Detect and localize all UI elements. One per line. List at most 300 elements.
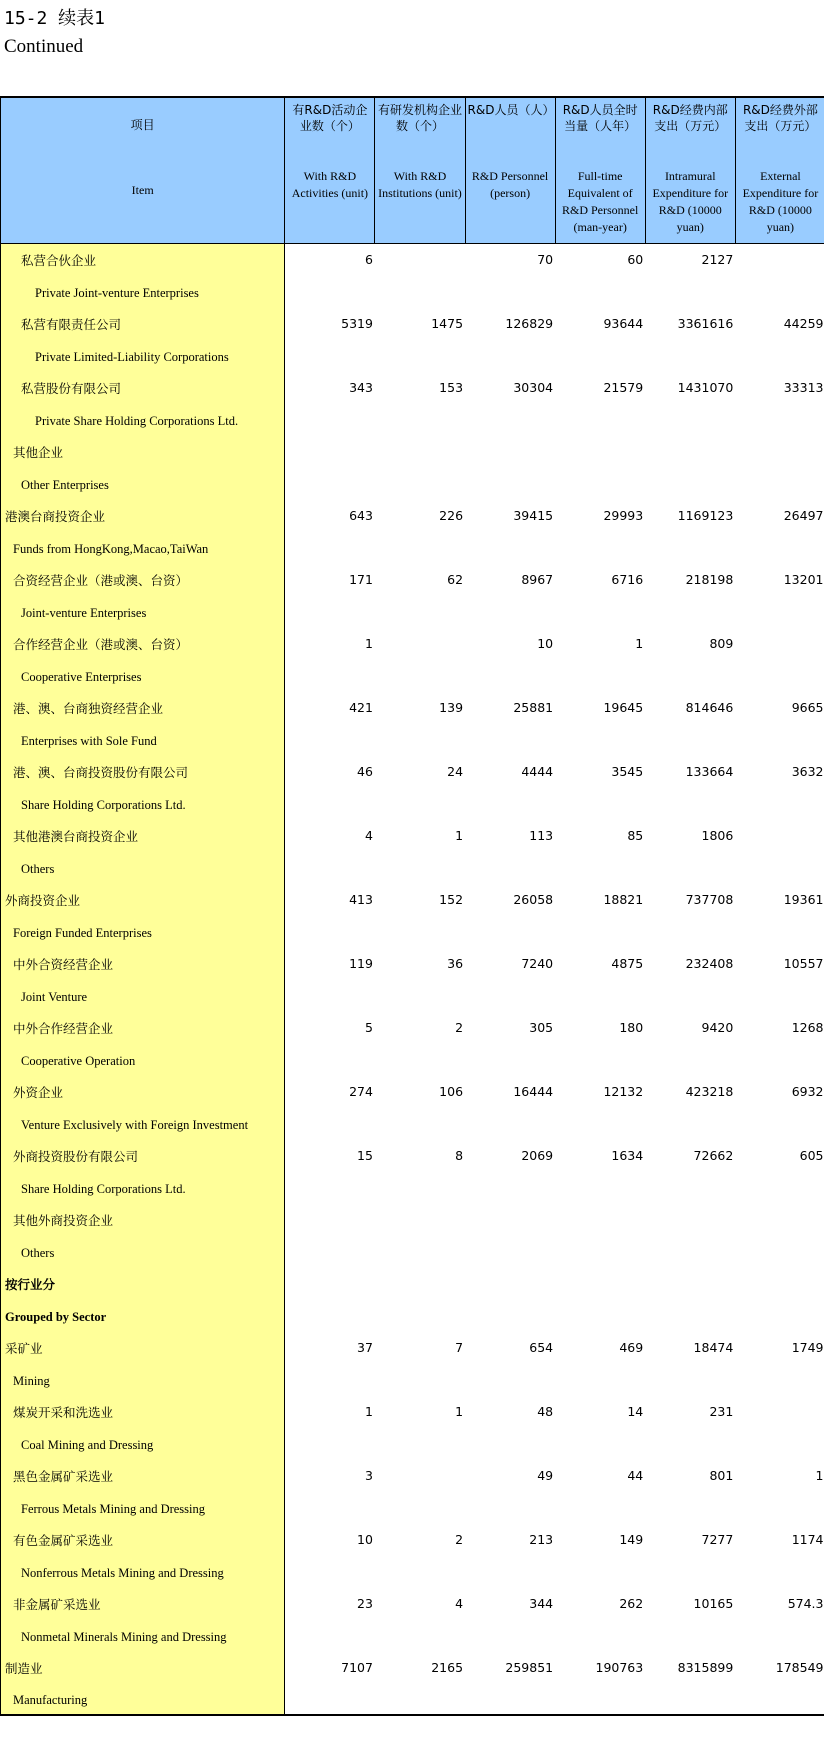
cell-value: 26497 [783, 507, 824, 523]
cell-value [645, 1363, 735, 1395]
cell-value [285, 435, 375, 467]
row-label-text: Cooperative Enterprises [21, 669, 142, 684]
header-col-intramural-expenditure [645, 97, 735, 243]
row-label-text: Private Limited-Liability Corporations [35, 349, 229, 364]
table-row [1, 979, 824, 1011]
row-label [1, 1107, 285, 1139]
cell-value [465, 403, 555, 435]
row-label [1, 371, 285, 403]
cell-value: 44259 [783, 315, 824, 331]
table-subtitle: Continued [4, 36, 84, 57]
cell-value [465, 1235, 555, 1267]
cell-value: 5 [364, 1019, 373, 1035]
cell-value [465, 435, 555, 467]
row-label-text: 外商投资企业 [5, 892, 81, 908]
cell-value [735, 787, 824, 819]
row-label [1, 947, 285, 979]
row-label [1, 499, 285, 531]
header-col-rd-institutions [375, 97, 465, 243]
cell-value [375, 1459, 465, 1491]
row-label [1, 1619, 285, 1651]
cell-value [555, 435, 645, 467]
cell-value: 1268 [791, 1019, 824, 1035]
cell-value [465, 1107, 555, 1139]
table-row [1, 1523, 824, 1555]
cell-value [465, 1171, 555, 1203]
row-label-text: 其他外商投资企业 [13, 1212, 114, 1228]
cell-value [375, 1619, 465, 1651]
cell-value: 643 [349, 507, 373, 523]
cell-value [465, 339, 555, 371]
cell-value: 139 [439, 699, 464, 715]
cell-value [735, 1491, 824, 1523]
cell-value: 152 [439, 891, 464, 907]
cell-value: 119 [349, 955, 373, 971]
row-label [1, 1203, 285, 1235]
row-label [1, 659, 285, 691]
row-label [1, 243, 285, 275]
cell-value: 413 [349, 891, 373, 907]
cell-value [285, 787, 375, 819]
cell-value: 10 [357, 1531, 373, 1547]
cell-value [735, 1267, 824, 1299]
cell-value [285, 467, 375, 499]
table-row [1, 1491, 824, 1523]
cell-value: 126829 [505, 315, 554, 331]
cell-value [735, 723, 824, 755]
cell-value [645, 467, 735, 499]
cell-value [555, 915, 645, 947]
cell-value: 1 [815, 1467, 824, 1483]
cell-value: 226 [439, 507, 464, 523]
cell-value [375, 1267, 465, 1299]
row-label [1, 1459, 285, 1491]
cell-value: 18474 [693, 1339, 734, 1355]
cell-value [735, 627, 824, 659]
cell-value [465, 1491, 555, 1523]
cell-value [735, 339, 824, 371]
cell-value: 7 [455, 1339, 464, 1355]
row-label [1, 403, 285, 435]
cell-value: 171 [349, 571, 373, 587]
cell-value: 6932 [791, 1083, 824, 1099]
cell-value: 21579 [603, 379, 644, 395]
row-label [1, 531, 285, 563]
row-label-text: 私营合伙企业 [21, 252, 97, 268]
cell-value [555, 1171, 645, 1203]
cell-value [645, 1427, 735, 1459]
cell-value [645, 531, 735, 563]
cell-value [465, 659, 555, 691]
cell-value: 29993 [603, 507, 644, 523]
row-label [1, 275, 285, 307]
cell-value: 2 [455, 1531, 464, 1547]
cell-value [465, 915, 555, 947]
table-row [1, 531, 824, 563]
cell-value [555, 531, 645, 563]
cell-value [375, 1427, 465, 1459]
cell-value [735, 275, 824, 307]
row-label [1, 1235, 285, 1267]
cell-value [285, 1267, 375, 1299]
cell-value [375, 1491, 465, 1523]
row-label-text: Nonmetal Minerals Mining and Dressing [21, 1629, 227, 1644]
cell-value [375, 851, 465, 883]
cell-value [285, 1555, 375, 1587]
cell-value [285, 531, 375, 563]
row-label-text: Cooperative Operation [21, 1053, 136, 1068]
row-label-text: Private Share Holding Corporations Ltd. [35, 413, 239, 428]
row-label-text: 其他港澳台商投资企业 [13, 828, 139, 844]
table-row [1, 627, 824, 659]
row-label-text: Foreign Funded Enterprises [13, 925, 152, 940]
cell-value [555, 787, 645, 819]
row-label [1, 339, 285, 371]
header-en: With R&D Institutions (unit) [378, 169, 462, 200]
row-label [1, 1587, 285, 1619]
cell-value [735, 1363, 824, 1395]
header-cn: R&D经费内部支出（万元） [652, 103, 728, 133]
cell-value: 2127 [701, 251, 734, 267]
cell-value: 33313 [783, 379, 824, 395]
cell-value: 231 [709, 1403, 734, 1419]
cell-value [285, 915, 375, 947]
cell-value: 178549 [775, 1659, 824, 1675]
cell-value [375, 1683, 465, 1715]
cell-value: 305 [529, 1019, 554, 1035]
cell-value [555, 1203, 645, 1235]
row-label-text: Joint-venture Enterprises [21, 605, 147, 620]
row-label-text: 合作经营企业（港或澳、台资） [13, 636, 189, 652]
cell-value [735, 979, 824, 1011]
cell-value: 8967 [521, 571, 554, 587]
cell-value [735, 915, 824, 947]
cell-value [555, 1683, 645, 1715]
row-label-text: 黑色金属矿采选业 [13, 1468, 114, 1484]
row-label-text: 私营有限责任公司 [21, 316, 122, 332]
cell-value [555, 275, 645, 307]
row-label-text: Coal Mining and Dressing [21, 1437, 154, 1452]
row-label [1, 1267, 285, 1299]
cell-value: 153 [439, 379, 464, 395]
cell-value: 232408 [685, 955, 734, 971]
table-body [1, 243, 824, 1715]
row-label-text: Ferrous Metals Mining and Dressing [21, 1501, 206, 1516]
cell-value [555, 1107, 645, 1139]
cell-value [735, 595, 824, 627]
table-title: 15-2 续表1 [4, 8, 106, 29]
cell-value [735, 243, 824, 275]
cell-value [555, 403, 645, 435]
cell-value [285, 1427, 375, 1459]
cell-value: 10165 [693, 1595, 734, 1611]
cell-value [555, 723, 645, 755]
header-en: R&D Personnel (person) [471, 169, 549, 200]
table-row [1, 1075, 824, 1107]
cell-value: 262 [619, 1595, 644, 1611]
cell-value [465, 1427, 555, 1459]
header-col-full-time-equivalent [555, 97, 645, 243]
cell-value: 133664 [685, 763, 734, 779]
cell-value: 26058 [513, 891, 554, 907]
cell-value [285, 1107, 375, 1139]
cell-value [645, 1491, 735, 1523]
row-label [1, 1171, 285, 1203]
row-label [1, 307, 285, 339]
cell-value: 4444 [521, 763, 554, 779]
row-label [1, 883, 285, 915]
table-row [1, 1299, 824, 1331]
cell-value [375, 467, 465, 499]
cell-value: 8 [455, 1147, 464, 1163]
cell-value: 469 [619, 1339, 644, 1355]
table-row [1, 659, 824, 691]
cell-value [285, 1491, 375, 1523]
row-label [1, 691, 285, 723]
cell-value: 62 [447, 571, 464, 587]
row-label-text: 其他企业 [13, 444, 64, 460]
row-label [1, 1139, 285, 1171]
cell-value [735, 403, 824, 435]
table-row [1, 563, 824, 595]
row-label-text: Mining [13, 1373, 50, 1388]
row-label-text: Venture Exclusively with Foreign Investment [21, 1117, 249, 1132]
cell-value [735, 1203, 824, 1235]
header-col-rd-activities [285, 97, 375, 243]
cell-value [735, 1395, 824, 1427]
row-label-text: 港澳台商投资企业 [5, 508, 106, 524]
cell-value: 72662 [693, 1147, 734, 1163]
cell-value: 1169123 [677, 507, 734, 523]
cell-value [555, 659, 645, 691]
table-row [1, 1331, 824, 1363]
cell-value [375, 339, 465, 371]
cell-value: 1 [455, 1403, 464, 1419]
cell-value [555, 851, 645, 883]
cell-value [555, 1427, 645, 1459]
cell-value: 1475 [431, 315, 464, 331]
cell-value [735, 531, 824, 563]
row-label-text: Joint Venture [21, 989, 88, 1004]
header-cn: 有研发机构企业数（个） [377, 103, 462, 133]
cell-value: 801 [709, 1467, 734, 1483]
cell-value: 3361616 [677, 315, 734, 331]
row-label-text: Other Enterprises [21, 477, 109, 492]
cell-value [285, 979, 375, 1011]
header-en: Full-time Equivalent of R&D Personnel (man-year) [562, 169, 639, 234]
cell-value [465, 1683, 555, 1715]
cell-value [375, 243, 465, 275]
row-label [1, 1363, 285, 1395]
row-label [1, 755, 285, 787]
cell-value: 36 [447, 955, 464, 971]
table-row [1, 1427, 824, 1459]
cell-value [555, 1491, 645, 1523]
cell-value [465, 1619, 555, 1651]
cell-value [735, 1619, 824, 1651]
cell-value [285, 595, 375, 627]
cell-value: 85 [627, 827, 644, 843]
row-label [1, 1011, 285, 1043]
cell-value: 737708 [685, 891, 734, 907]
cell-value: 814646 [685, 699, 734, 715]
row-label-text: Share Holding Corporations Ltd. [21, 1181, 186, 1196]
cell-value: 809 [709, 635, 734, 651]
header-en: External Expenditure for R&D (10000 yuan) [742, 169, 819, 234]
table-row [1, 1171, 824, 1203]
cell-value [735, 1299, 824, 1331]
row-label [1, 787, 285, 819]
cell-value [555, 1619, 645, 1651]
cell-value: 39415 [513, 507, 554, 523]
row-label [1, 1523, 285, 1555]
table-row [1, 275, 824, 307]
cell-value [375, 627, 465, 659]
cell-value [645, 787, 735, 819]
cell-value: 16444 [513, 1083, 554, 1099]
cell-value [735, 467, 824, 499]
cell-value: 49 [537, 1467, 554, 1483]
row-label [1, 1395, 285, 1427]
row-label [1, 1299, 285, 1331]
table-row [1, 1459, 824, 1491]
cell-value [645, 915, 735, 947]
header-cn: R&D经费外部支出（万元） [742, 103, 818, 133]
cell-value [375, 1299, 465, 1331]
cell-value: 10557 [783, 955, 824, 971]
header-item-cn: 项目 [130, 118, 155, 132]
cell-value [645, 1171, 735, 1203]
cell-value [555, 1267, 645, 1299]
cell-value [645, 1043, 735, 1075]
cell-value [645, 1555, 735, 1587]
row-label [1, 595, 285, 627]
table-row [1, 307, 824, 339]
row-label [1, 1075, 285, 1107]
cell-value: 4 [455, 1595, 464, 1611]
row-label-text: Share Holding Corporations Ltd. [21, 797, 186, 812]
cell-value [465, 467, 555, 499]
row-label-text: Enterprises with Sole Fund [21, 733, 157, 748]
cell-value: 6716 [611, 571, 644, 587]
cell-value [735, 1427, 824, 1459]
cell-value [645, 1203, 735, 1235]
cell-value [375, 275, 465, 307]
cell-value: 23 [357, 1595, 373, 1611]
table-row [1, 1267, 824, 1299]
cell-value [555, 1363, 645, 1395]
cell-value [285, 339, 375, 371]
row-label-text: Others [21, 861, 55, 876]
row-label [1, 1683, 285, 1715]
cell-value [285, 1299, 375, 1331]
row-label-text: Funds from HongKong,Macao,TaiWan [13, 541, 209, 556]
cell-value [555, 1299, 645, 1331]
cell-value [645, 275, 735, 307]
cell-value: 1 [635, 635, 644, 651]
cell-value: 213 [529, 1531, 554, 1547]
table-row [1, 1683, 824, 1715]
cell-value [465, 531, 555, 563]
row-label-text: 有色金属矿采选业 [13, 1532, 114, 1548]
cell-value: 259851 [505, 1659, 554, 1675]
table-row [1, 787, 824, 819]
cell-value [645, 1619, 735, 1651]
cell-value [375, 1363, 465, 1395]
cell-value [645, 435, 735, 467]
row-label-text: 中外合作经营企业 [13, 1020, 114, 1036]
cell-value: 44 [627, 1467, 644, 1483]
table-row [1, 1395, 824, 1427]
cell-value: 2 [455, 1019, 464, 1035]
row-label [1, 1043, 285, 1075]
table-row [1, 1555, 824, 1587]
cell-value [375, 1171, 465, 1203]
cell-value [375, 435, 465, 467]
table-row [1, 339, 824, 371]
cell-value [555, 1235, 645, 1267]
cell-value: 19361 [783, 891, 824, 907]
cell-value [375, 595, 465, 627]
cell-value [375, 1203, 465, 1235]
table-row [1, 755, 824, 787]
cell-value: 274 [349, 1083, 373, 1099]
cell-value [555, 467, 645, 499]
row-label-text: Nonferrous Metals Mining and Dressing [21, 1565, 224, 1580]
row-label [1, 979, 285, 1011]
cell-value: 7277 [701, 1531, 734, 1547]
cell-value [375, 1107, 465, 1139]
row-label-text: 私营股份有限公司 [21, 380, 122, 396]
cell-value [285, 1171, 375, 1203]
cell-value [645, 851, 735, 883]
cell-value [735, 851, 824, 883]
cell-value [465, 1043, 555, 1075]
data-table [0, 96, 824, 1716]
cell-value [735, 659, 824, 691]
header-en: With R&D Activities (unit) [291, 169, 369, 200]
cell-value: 1174 [791, 1531, 824, 1547]
cell-value [285, 1235, 375, 1267]
cell-value: 1634 [611, 1147, 644, 1163]
row-label [1, 1427, 285, 1459]
cell-value [735, 1171, 824, 1203]
row-label-text: 合资经营企业（港或澳、台资） [13, 572, 189, 588]
cell-value [645, 723, 735, 755]
cell-value [645, 1107, 735, 1139]
cell-value: 10 [537, 635, 554, 651]
cell-value [465, 1267, 555, 1299]
cell-value: 149 [619, 1531, 644, 1547]
cell-value [645, 1235, 735, 1267]
row-label-text: 中外合资经营企业 [13, 956, 114, 972]
cell-value: 190763 [595, 1659, 644, 1675]
table-row [1, 1011, 824, 1043]
cell-value: 421 [349, 699, 373, 715]
cell-value: 12132 [603, 1083, 644, 1099]
cell-value [285, 275, 375, 307]
cell-value: 7107 [341, 1659, 373, 1675]
cell-value [375, 915, 465, 947]
header-col-rd-personnel [465, 97, 555, 243]
cell-value [465, 787, 555, 819]
row-label [1, 1331, 285, 1363]
cell-value [735, 1107, 824, 1139]
table-row [1, 1107, 824, 1139]
cell-value [285, 1363, 375, 1395]
cell-value [465, 1363, 555, 1395]
row-label [1, 435, 285, 467]
